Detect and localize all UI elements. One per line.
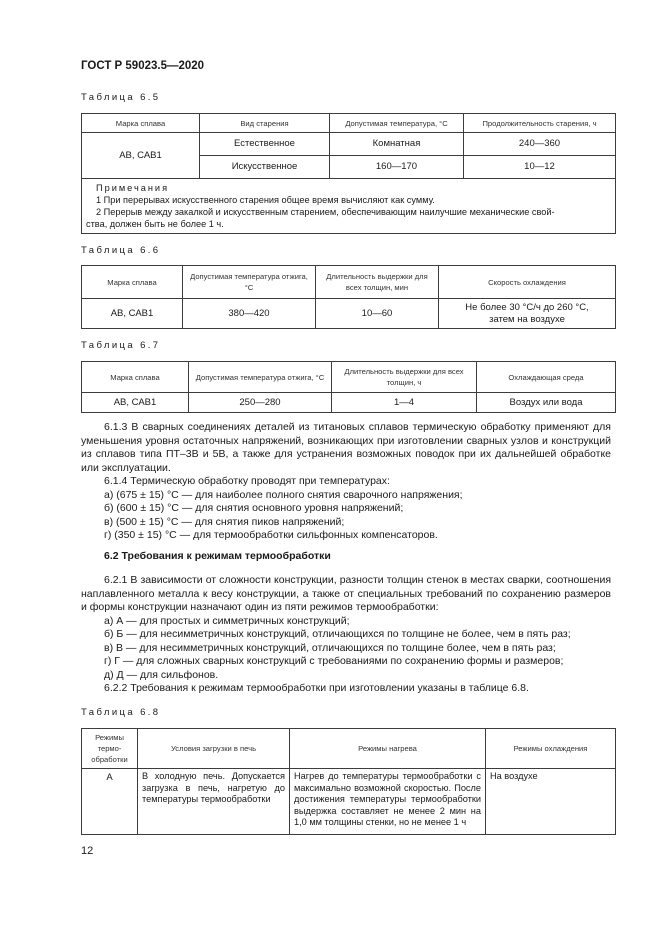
table-6-6-header-time: Длительность выдержки для всех толщин, мин [316, 266, 439, 299]
table-6-8-header-loading: Условия загрузки в печь [138, 729, 290, 769]
table-6-7-medium: Воздух или вода [477, 393, 616, 413]
page-number: 12 [81, 845, 94, 857]
table-6-7-time: 1—4 [332, 393, 477, 413]
table-6-7-alloy: АВ, САВ1 [82, 393, 189, 413]
table-6-8-cooling: На воздухе [486, 769, 616, 835]
table-6-6-cooling-line-1: Не более 30 °С/ч до 260 °С, [465, 301, 589, 313]
table-6-8-header-heating: Режимы нагрева [290, 729, 486, 769]
table-6-6 [81, 265, 616, 329]
table-6-5-temperature: 160—170 [330, 156, 464, 179]
table-6-5-caption: Таблица 6.5 [81, 92, 161, 103]
paragraph-6-1-3: 6.1.3 В сварных соединениях деталей из титановых сплавов термическую обработку применяют для уменьшения уровня остаточных напряжений, возникающих при изготовлении сварных узлов и конструкций из сплавов типа ПТ–3В и 5В, а также для устранения возможных поводок при их дальнейшей обработке или эксплуатации. [81, 421, 611, 474]
list-item: г) (350 ± 15) °С — для термообработки сильфонных компенсаторов. [104, 529, 438, 541]
table-6-6-alloy: АВ, САВ1 [82, 299, 183, 329]
list-item: б) Б — для несимметричных конструкций, отличающихся по толщине не более, чем в пять раз; [104, 628, 571, 640]
table-6-5 [81, 113, 616, 234]
table-6-5-duration: 240—360 [464, 133, 616, 156]
table-6-6-cooling-line-2: затем на воздухе [489, 313, 565, 325]
table-6-7 [81, 361, 616, 413]
table-6-5-aging-type: Естественное [200, 133, 330, 156]
table-6-6-header-alloy: Марка сплава [82, 266, 183, 299]
table-6-8-heating: Нагрев до температуры термообработки с максимально возможной скоростью. После достижения температуры термообработки выдержка составляет не менее 2 мин на 1,0 мм толщины стенки, но не менее 1 ч [290, 769, 486, 835]
table-6-8-header-mode-line-2: термо- [97, 744, 122, 753]
table-6-5-header-duration: Продолжительность старения, ч [464, 114, 616, 133]
table-6-5-alloy-cell: АВ, САВ1 [82, 133, 200, 179]
table-6-6-time: 10—60 [316, 299, 439, 329]
body-text-6-2 [81, 574, 611, 696]
table-6-5-notes [82, 179, 616, 234]
table-6-7-header-medium: Охлаждающая среда [477, 362, 616, 393]
table-6-6-cooling [439, 299, 616, 329]
notes-title: Примечания [96, 183, 170, 193]
table-6-8 [81, 728, 616, 835]
table-6-7-caption: Таблица 6.7 [81, 340, 161, 351]
table-6-8-loading: В холодную печь. Допускается загрузка в печь, нагретую до температуры термообработки [138, 769, 290, 835]
standard-designation: ГОСТ Р 59023.5—2020 [81, 60, 205, 72]
paragraph-6-1-4: 6.1.4 Термическую обработку проводят при температурах: [104, 475, 390, 487]
body-text [81, 421, 611, 543]
list-item: в) (500 ± 15) °С — для снятия пиков напряжений; [104, 515, 345, 528]
table-6-6-temperature: 380—420 [183, 299, 316, 329]
note-2: 2 Перерыв между закалкой и искусственным старением, обеспечивающим наилучшие механические свой- [96, 207, 555, 217]
list-item: в) В — для несимметричных конструкций, отличающихся по толщине более, чем в пять раз; [104, 641, 556, 654]
table-6-8-mode: А [82, 769, 138, 835]
table-6-8-header-mode-line-3: обработки [91, 755, 128, 764]
table-6-5-aging-type: Искусственное [200, 156, 330, 179]
list-item: г) Г — для сложных сварных конструкций с требованиями по сохранению формы и размеров; [104, 655, 564, 667]
paragraph-6-2-1: 6.2.1 В зависимости от сложности конструкции, разности толщин стенок в местах сварки, соотношения наплавленного металла к весу конструкции, а также от специальных требований по сохранению размеров и формы конструкции назначают один из пяти режимов термообработки: [81, 574, 611, 613]
list-item: б) (600 ± 15) °С — для снятия основного уровня напряжений; [104, 502, 404, 514]
paragraph-6-2-2: 6.2.2 Требования к режимам термообработки при изготовлении указаны в таблице 6.8. [104, 682, 529, 694]
list-item: д) Д — для сильфонов. [104, 668, 219, 681]
list-item: а) (675 ± 15) °С — для наиболее полного снятия сварочного напряжения; [104, 488, 463, 501]
table-6-7-header-temperature: Допустимая температура отжига, °С [189, 362, 332, 393]
table-6-7-header-alloy: Марка сплава [82, 362, 189, 393]
table-6-5-duration: 10—12 [464, 156, 616, 179]
note-2-continuation: ства, должен быть не более 1 ч. [86, 219, 224, 229]
table-6-8-header-cooling: Режимы охлаждения [486, 729, 616, 769]
table-6-6-caption: Таблица 6.6 [81, 245, 161, 256]
table-6-8-header-mode [82, 729, 138, 769]
list-item: а) А — для простых и симметричных конструкций; [104, 614, 350, 627]
table-6-7-temperature: 250—280 [189, 393, 332, 413]
table-6-5-header-aging-type: Вид старения [200, 114, 330, 133]
table-6-5-header-temperature: Допустимая температура, °С [330, 114, 464, 133]
table-6-5-temperature: Комнатная [330, 133, 464, 156]
table-6-8-caption: Таблица 6.8 [81, 707, 161, 718]
table-6-6-header-temperature: Допустимая температура отжига, °С [183, 266, 316, 299]
table-6-7-header-time: Длительность выдержки для всех толщин, ч [332, 362, 477, 393]
note-1: 1 При перерывах искусственного старения общее время вычисляют как сумму. [96, 195, 435, 205]
section-heading-6-2: 6.2 Требования к режимам термообработки [104, 550, 331, 562]
table-6-6-header-cooling: Скорость охлаждения [439, 266, 616, 299]
table-6-5-header-alloy: Марка сплава [82, 114, 200, 133]
table-6-8-header-mode-line-1: Режимы [95, 733, 124, 742]
